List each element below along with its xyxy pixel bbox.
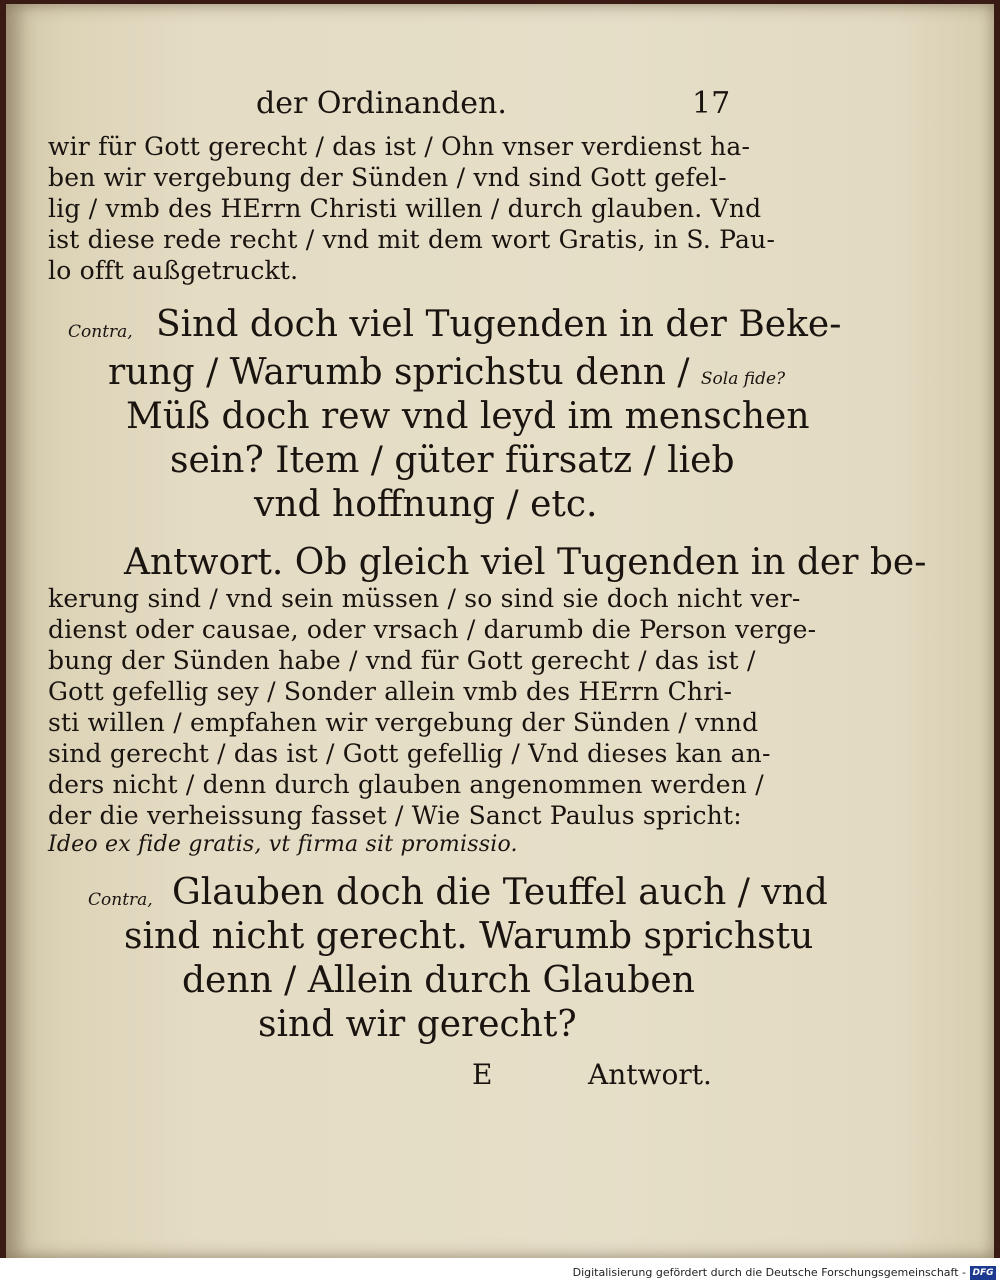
question1-latin: Sola fide? xyxy=(700,369,786,389)
answer1-first-line xyxy=(124,542,926,583)
digitization-credit-text: Digitalisierung gefördert durch die Deutsche Forschungsgemeinschaft - xyxy=(572,1266,966,1279)
question2-label: Contra, xyxy=(88,890,153,910)
answer1-lead: Antwort. xyxy=(124,542,284,583)
question1-line xyxy=(108,352,785,393)
answer1-line: sti willen / empfahen wir vergebung der Sünden / vnnd xyxy=(48,708,759,737)
question2-line: sind nicht gerecht. Warumb sprichstu xyxy=(124,916,814,957)
paragraph1-line: lo offt außgetruckt. xyxy=(48,256,299,285)
answer1-latin-quote: Ideo ex fide gratis, vt firma sit promissio. xyxy=(48,832,518,857)
catchword: Antwort. xyxy=(588,1058,712,1091)
dfg-logo-icon: DFG xyxy=(970,1266,996,1280)
paragraph1-line: wir für Gott gerecht / das ist / Ohn vnser verdienst ha- xyxy=(48,132,751,161)
paragraph1-line: ist diese rede recht / vnd mit dem wort Gratis, in S. Pau- xyxy=(48,225,776,254)
signature-mark: E xyxy=(472,1058,493,1091)
paragraph1-line: lig / vmb des HErrn Christi willen / durch glauben. Vnd xyxy=(48,194,762,223)
question1-line: vnd hoffnung / etc. xyxy=(254,484,598,525)
question2-line: Glauben doch die Teuffel auch / vnd xyxy=(172,872,828,913)
running-head: der Ordinanden. xyxy=(256,86,507,121)
question1-line: Sind doch viel Tugenden in der Beke- xyxy=(156,304,842,345)
paragraph1-line: ben wir vergebung der Sünden / vnd sind Gott gefel- xyxy=(48,163,727,192)
question1-line: sein? Item / güter fürsatz / lieb xyxy=(170,440,735,481)
question1-line-text: rung / Warumb sprichstu denn / xyxy=(108,352,690,393)
question2-line: sind wir gerecht? xyxy=(258,1004,577,1045)
book-page xyxy=(6,4,994,1258)
page-number: 17 xyxy=(692,86,731,121)
answer1-line: bung der Sünden habe / vnd für Gott gerecht / das ist / xyxy=(48,646,756,675)
answer1-line: ders nicht / denn durch glauben angenommen werden / xyxy=(48,770,764,799)
answer1-line: der die verheissung fasset / Wie Sanct Paulus spricht: xyxy=(48,801,742,830)
answer1-line: Gott gefellig sey / Sonder allein vmb des HErrn Chri- xyxy=(48,677,733,706)
question2-line: denn / Allein durch Glauben xyxy=(182,960,695,1001)
question1-label: Contra, xyxy=(68,322,133,342)
question1-line: Müß doch rew vnd leyd im menschen xyxy=(126,396,810,437)
answer1-first-text: Ob gleich viel Tugenden in der be- xyxy=(294,542,927,583)
answer1-line: dienst oder causae, oder vrsach / darumb die Person verge- xyxy=(48,615,817,644)
answer1-line: sind gerecht / das ist / Gott gefellig / Vnd dieses kan an- xyxy=(48,739,771,768)
answer1-line: kerung sind / vnd sein müssen / so sind sie doch nicht ver- xyxy=(48,584,801,613)
